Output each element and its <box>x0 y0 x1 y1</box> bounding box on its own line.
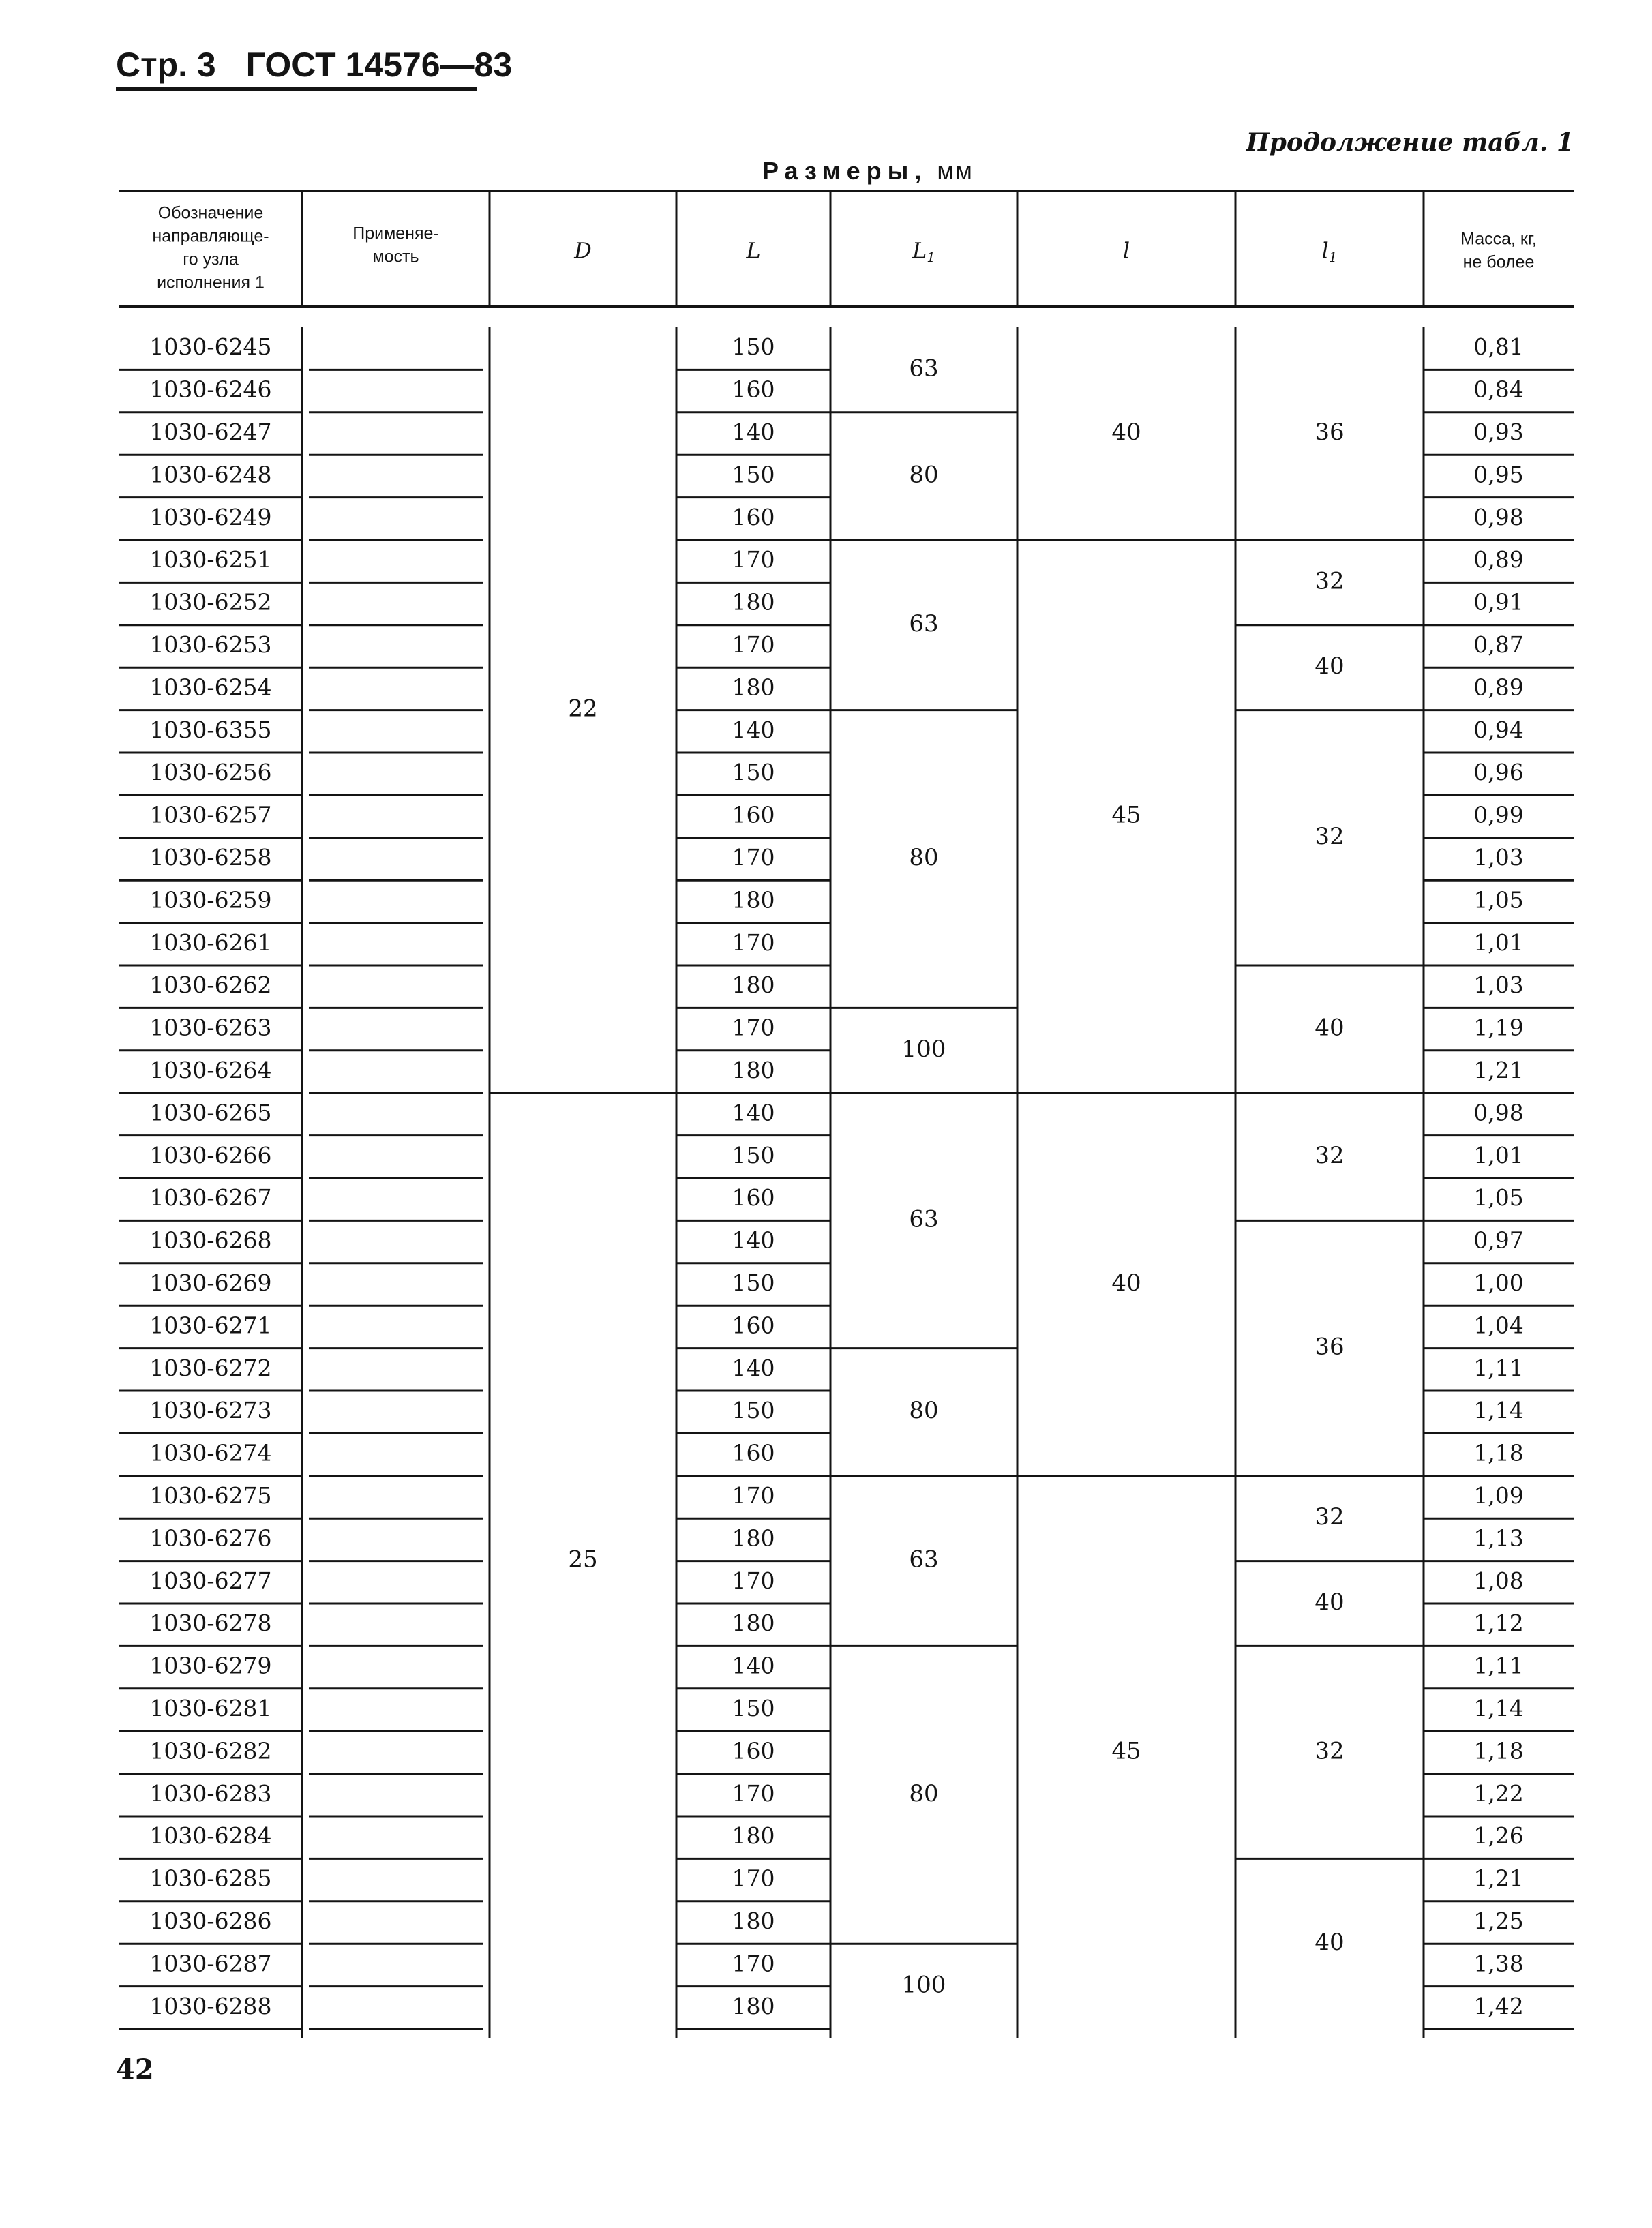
designation-cell: 1030-6281 <box>149 1695 272 1721</box>
designation-cell: 1030-6257 <box>149 801 272 828</box>
length-L-cell: 170 <box>732 1014 775 1041</box>
designation-cell: 1030-6261 <box>149 929 272 956</box>
length-L-cell: 170 <box>732 1482 775 1509</box>
mass-cell: 0,89 <box>1473 546 1524 573</box>
length-l1-cell: 32 <box>1315 567 1345 595</box>
length-l1-cell: 32 <box>1315 822 1345 850</box>
designation-cell: 1030-6277 <box>149 1567 272 1594</box>
length-L1-cell: 80 <box>909 1779 939 1807</box>
length-L-cell: 160 <box>732 1439 775 1466</box>
dimensions-caption-text: Размеры, <box>762 157 928 185</box>
mass-cell: 1,26 <box>1473 1822 1524 1850</box>
designation-cell: 1030-6249 <box>149 503 272 530</box>
designation-cell: 1030-6266 <box>149 1141 272 1169</box>
length-l1-cell: 36 <box>1315 1333 1345 1361</box>
length-l-cell: 40 <box>1111 419 1141 446</box>
length-L-cell: 150 <box>732 333 775 361</box>
designation-cell: 1030-6286 <box>149 1908 272 1934</box>
length-L-cell: 140 <box>732 1226 775 1254</box>
column-header-symbol: l <box>1122 237 1130 264</box>
length-L-cell: 180 <box>732 1992 775 2019</box>
mass-cell: 1,04 <box>1473 1312 1524 1339</box>
length-L-cell: 170 <box>732 929 775 956</box>
mass-cell: 1,03 <box>1473 972 1524 999</box>
length-L-cell: 140 <box>732 1099 775 1126</box>
designation-cell: 1030-6246 <box>149 376 272 403</box>
column-header-line: Обозначение <box>157 203 264 223</box>
length-L1-cell: 63 <box>909 609 939 637</box>
mass-cell: 0,96 <box>1473 759 1524 786</box>
designation-cell: 1030-6267 <box>149 1184 272 1211</box>
length-L-cell: 170 <box>732 1567 775 1594</box>
designation-cell: 1030-6273 <box>149 1397 272 1424</box>
designation-cell: 1030-6284 <box>149 1822 272 1850</box>
continuation-note: Продолжение табл. 1 <box>1246 128 1574 157</box>
mass-cell: 1,38 <box>1473 1950 1524 1977</box>
mass-cell: 1,01 <box>1473 1141 1524 1169</box>
designation-cell: 1030-6248 <box>149 461 272 488</box>
length-L-cell: 180 <box>732 588 775 616</box>
length-L-cell: 160 <box>732 1312 775 1339</box>
length-L-cell: 160 <box>732 503 775 530</box>
length-L-cell: 180 <box>732 972 775 999</box>
length-L-cell: 160 <box>732 1737 775 1764</box>
mass-cell: 1,14 <box>1473 1695 1524 1721</box>
designation-cell: 1030-6262 <box>149 972 272 999</box>
mass-cell: 1,05 <box>1473 1184 1524 1211</box>
length-L-cell: 150 <box>732 1141 775 1169</box>
mass-cell: 0,99 <box>1473 801 1524 828</box>
mass-cell: 1,42 <box>1473 1992 1524 2019</box>
length-L-cell: 170 <box>732 1865 775 1892</box>
designation-cell: 1030-6254 <box>149 674 272 701</box>
designation-cell: 1030-6287 <box>149 1950 272 1977</box>
column-header-line: направляюще- <box>152 226 269 246</box>
mass-cell: 0,84 <box>1473 376 1524 403</box>
length-L-cell: 150 <box>732 1269 775 1296</box>
length-L-cell: 150 <box>732 1695 775 1721</box>
length-L-cell: 170 <box>732 546 775 573</box>
mass-cell: 1,09 <box>1473 1482 1524 1509</box>
mass-cell: 1,11 <box>1473 1354 1524 1381</box>
mass-cell: 1,21 <box>1473 1865 1524 1892</box>
designation-cell: 1030-6252 <box>149 588 272 616</box>
designation-cell: 1030-6259 <box>149 886 272 914</box>
length-l1-cell: 40 <box>1315 652 1345 680</box>
mass-cell: 1,25 <box>1473 1908 1524 1934</box>
length-L-cell: 140 <box>732 419 775 445</box>
mass-cell: 1,03 <box>1473 844 1524 871</box>
page-label: Стр. 3 <box>116 46 216 84</box>
designation-cell: 1030-6279 <box>149 1652 272 1679</box>
mass-cell: 0,81 <box>1473 333 1524 361</box>
standard-label: ГОСТ 14576—83 <box>245 46 513 84</box>
mass-cell: 1,12 <box>1473 1610 1524 1637</box>
length-l-cell: 40 <box>1111 1269 1141 1297</box>
mass-cell: 1,18 <box>1473 1737 1524 1764</box>
designation-cell: 1030-6258 <box>149 844 272 871</box>
length-l-cell: 45 <box>1111 1737 1141 1765</box>
designation-cell: 1030-6247 <box>149 419 272 445</box>
column-header-line: го узла <box>183 250 239 269</box>
length-L-cell: 170 <box>732 631 775 658</box>
length-l1-cell: 40 <box>1315 1589 1345 1616</box>
mass-cell: 0,98 <box>1473 503 1524 530</box>
page-number: 42 <box>116 2053 154 2086</box>
length-L-cell: 180 <box>732 1610 775 1637</box>
designation-cell: 1030-6272 <box>149 1354 272 1381</box>
designation-cell: 1030-6269 <box>149 1269 272 1296</box>
mass-cell: 0,97 <box>1473 1226 1524 1254</box>
length-l1-cell: 36 <box>1315 419 1345 446</box>
diameter-D-cell: 22 <box>568 695 598 723</box>
length-L-cell: 180 <box>732 1908 775 1934</box>
designation-cell: 1030-6268 <box>149 1226 272 1254</box>
length-L-cell: 150 <box>732 759 775 786</box>
mass-cell: 1,14 <box>1473 1397 1524 1424</box>
mass-cell: 0,87 <box>1473 631 1524 658</box>
mass-cell: 1,08 <box>1473 1567 1524 1594</box>
length-L1-cell: 100 <box>901 1035 946 1063</box>
length-L1-cell: 100 <box>901 1971 946 1999</box>
column-header-line: не более <box>1462 252 1535 272</box>
column-header-line: мость <box>372 247 419 267</box>
designation-cell: 1030-6355 <box>149 716 272 743</box>
designation-cell: 1030-6271 <box>149 1312 272 1339</box>
column-header-subscript: 1 <box>1328 248 1338 265</box>
column-header-symbol: L <box>746 237 761 264</box>
designation-cell: 1030-6285 <box>149 1865 272 1892</box>
length-L-cell: 140 <box>732 1354 775 1381</box>
length-L-cell: 180 <box>732 1524 775 1552</box>
length-L1-cell: 63 <box>909 1546 939 1574</box>
column-header-line: Применяе- <box>352 224 439 243</box>
designation-cell: 1030-6276 <box>149 1524 272 1552</box>
mass-cell: 1,13 <box>1473 1524 1524 1552</box>
mass-cell: 0,93 <box>1473 419 1524 445</box>
designation-cell: 1030-6288 <box>149 1992 272 2019</box>
length-L-cell: 150 <box>732 461 775 488</box>
mass-cell: 1,18 <box>1473 1439 1524 1466</box>
column-header-symbol: $l_1$ <box>1321 237 1338 265</box>
column-header-line: исполнения 1 <box>157 273 265 292</box>
designation-cell: 1030-6274 <box>149 1439 272 1466</box>
designation-cell: 1030-6264 <box>149 1057 272 1083</box>
designation-cell: 1030-6265 <box>149 1099 272 1126</box>
length-L-cell: 180 <box>732 1822 775 1850</box>
column-header-symbol: $L_1$ <box>912 237 935 265</box>
length-L-cell: 180 <box>732 1057 775 1083</box>
mass-cell: 1,21 <box>1473 1057 1524 1083</box>
length-L-cell: 170 <box>732 1950 775 1977</box>
length-L1-cell: 80 <box>909 461 939 489</box>
length-L-cell: 170 <box>732 1779 775 1807</box>
length-L-cell: 160 <box>732 801 775 828</box>
designation-cell: 1030-6245 <box>149 333 272 361</box>
column-header-subscript: 1 <box>927 248 935 265</box>
length-L-cell: 180 <box>732 674 775 701</box>
column-header-line: Масса, кг, <box>1460 229 1537 249</box>
length-l1-cell: 32 <box>1315 1737 1345 1765</box>
mass-cell: 1,19 <box>1473 1014 1524 1041</box>
length-L1-cell: 63 <box>909 355 939 382</box>
length-L1-cell: 63 <box>909 1205 939 1233</box>
designation-cell: 1030-6263 <box>149 1014 272 1041</box>
mass-cell: 0,91 <box>1473 588 1524 616</box>
designation-cell: 1030-6275 <box>149 1482 272 1509</box>
diameter-D-cell: 25 <box>568 1546 598 1574</box>
mass-cell: 0,98 <box>1473 1099 1524 1126</box>
length-L-cell: 140 <box>732 716 775 743</box>
dimensions-caption-unit: мм <box>937 157 974 185</box>
length-L-cell: 150 <box>732 1397 775 1424</box>
length-L1-cell: 80 <box>909 1397 939 1425</box>
designation-cell: 1030-6282 <box>149 1737 272 1764</box>
length-l1-cell: 40 <box>1315 1014 1345 1042</box>
length-l1-cell: 32 <box>1315 1503 1345 1531</box>
length-l-cell: 45 <box>1111 801 1141 829</box>
length-L1-cell: 80 <box>909 844 939 871</box>
mass-cell: 1,00 <box>1473 1269 1524 1296</box>
mass-cell: 1,05 <box>1473 886 1524 914</box>
length-l1-cell: 40 <box>1315 1929 1345 1957</box>
column-header-symbol: D <box>574 237 592 264</box>
mass-cell: 0,95 <box>1473 461 1524 488</box>
mass-cell: 0,94 <box>1473 716 1524 743</box>
length-l1-cell: 32 <box>1315 1141 1345 1169</box>
length-L-cell: 170 <box>732 844 775 871</box>
length-L-cell: 140 <box>732 1652 775 1679</box>
mass-cell: 1,11 <box>1473 1652 1524 1679</box>
designation-cell: 1030-6251 <box>149 546 272 573</box>
designation-cell: 1030-6256 <box>149 759 272 786</box>
mass-cell: 0,89 <box>1473 674 1524 701</box>
length-L-cell: 180 <box>732 886 775 914</box>
length-L-cell: 160 <box>732 1184 775 1211</box>
length-L-cell: 160 <box>732 376 775 403</box>
designation-cell: 1030-6278 <box>149 1610 272 1637</box>
designation-cell: 1030-6283 <box>149 1779 272 1807</box>
designation-cell: 1030-6253 <box>149 631 272 658</box>
mass-cell: 1,22 <box>1473 1779 1524 1807</box>
mass-cell: 1,01 <box>1473 929 1524 956</box>
